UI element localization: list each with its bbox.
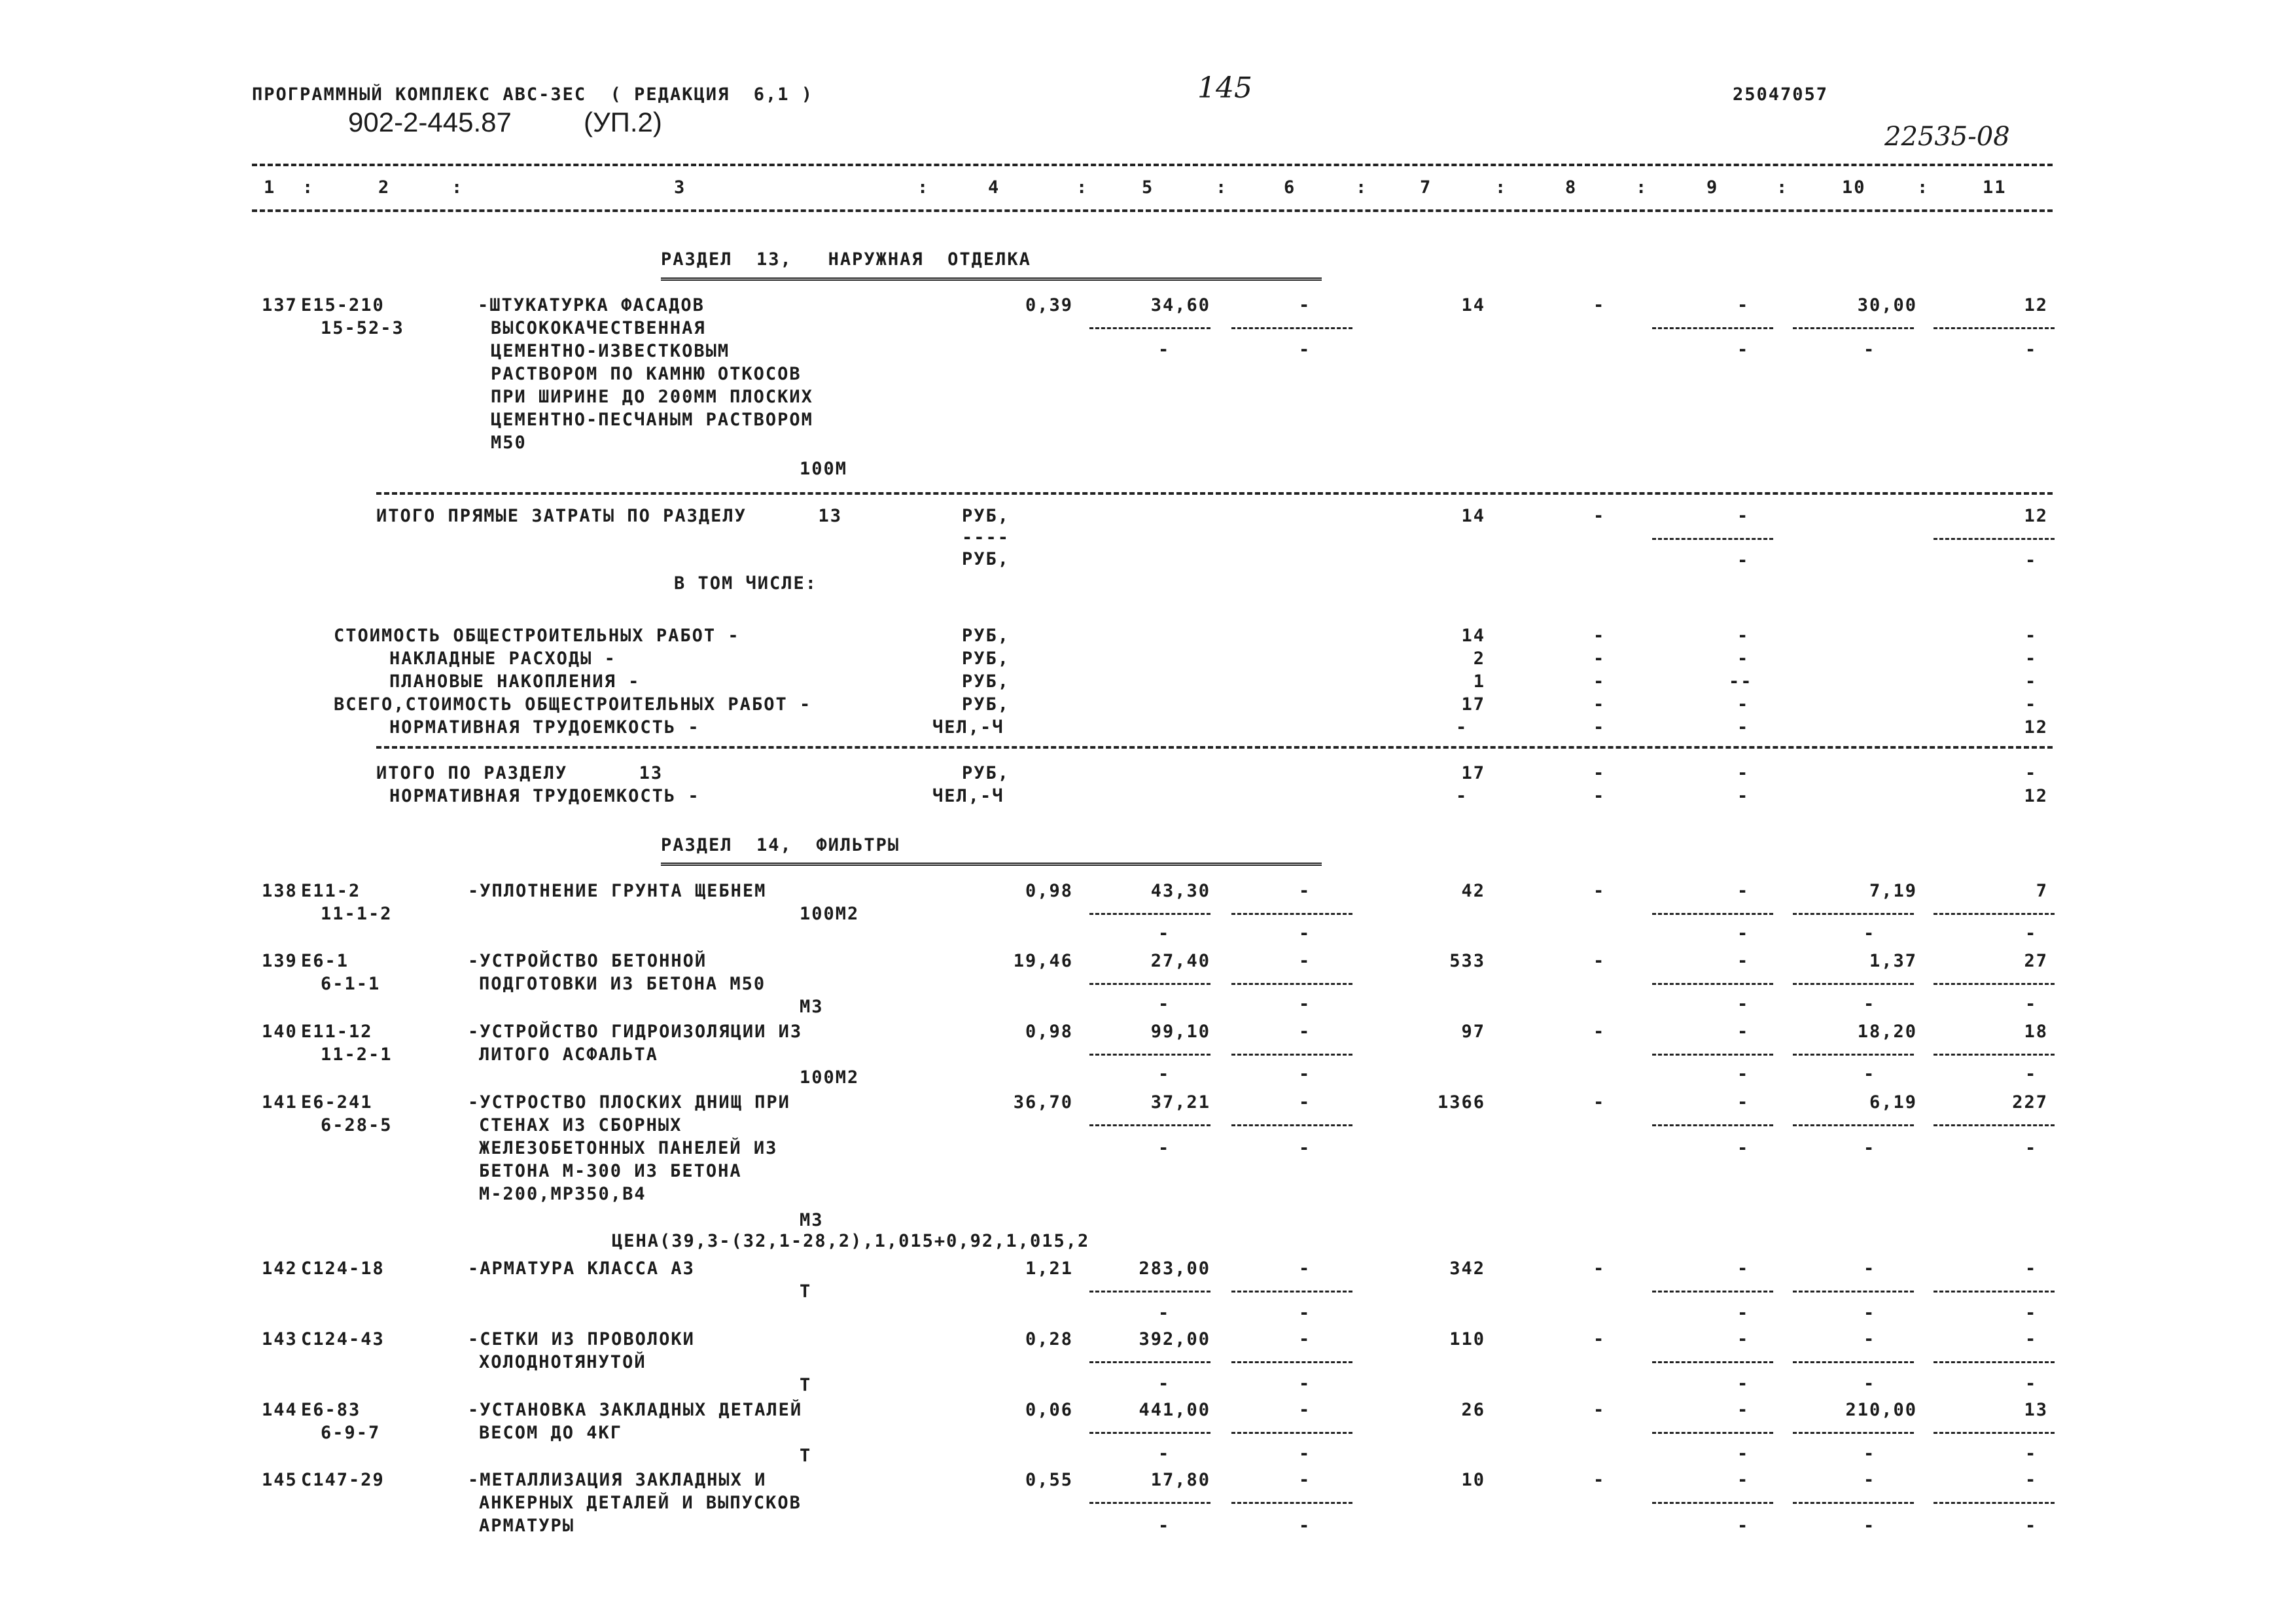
col-10: 10	[1842, 177, 1866, 198]
item-number: 143	[262, 1329, 298, 1349]
album-number: (УП.2)	[584, 107, 662, 137]
unit-price: 441,00	[1139, 1400, 1210, 1420]
document-code: 902-2-445.87	[348, 107, 512, 137]
work-name-line: ЦЕМЕНТНО-ПЕСЧАНЫМ РАСТВОРОМ	[491, 410, 813, 430]
work-name-line: ПОДГОТОВКИ ИЗ БЕТОНА М50	[479, 974, 766, 994]
divider	[376, 746, 2053, 749]
total-direct-labor: 12	[2024, 506, 2048, 526]
unit-price: 43,30	[1150, 881, 1210, 901]
total-cost: 42	[1461, 881, 1485, 901]
col-1: 1	[264, 177, 276, 198]
unit-rub: РУБ,	[962, 549, 1010, 569]
unit: 100М2	[800, 904, 860, 924]
quantity: 0,55	[1025, 1470, 1073, 1490]
col-2: 2	[378, 177, 391, 198]
norm-code: С147-29	[301, 1470, 385, 1490]
work-name-line: ВЫСОКОКАЧЕСТВЕННАЯ	[491, 318, 706, 338]
work-name-line: АНКЕРНЫХ ДЕТАЛЕЙ И ВЫПУСКОВ	[479, 1493, 802, 1513]
section-total-label: ИТОГО ПО РАЗДЕЛУ 13	[376, 763, 663, 783]
unit-price: 17,80	[1150, 1470, 1210, 1490]
quantity: 0,98	[1025, 1022, 1073, 1042]
work-name-line: -МЕТАЛЛИЗАЦИЯ ЗАКЛАДНЫХ И	[468, 1470, 767, 1490]
item-number: 142	[262, 1258, 298, 1279]
unit: 100М2	[800, 1067, 860, 1088]
total-cost: 26	[1461, 1400, 1485, 1420]
norm-code: Е15-210	[301, 295, 385, 315]
unit: 100М	[800, 459, 848, 479]
item-number: 144	[262, 1400, 298, 1420]
unit-price: 99,10	[1150, 1022, 1210, 1042]
work-name-line: РАСТВОРОМ ПО КАМНЮ ОТКОСОВ	[491, 364, 802, 384]
work-name-line: -УСТРОЙСТВО БЕТОННОЙ	[468, 951, 707, 971]
norm-ref: 11-1-2	[321, 904, 393, 924]
including-label: В ТОМ ЧИСЛЕ:	[674, 573, 818, 594]
inventory-number: 22535-08	[1884, 122, 2010, 152]
norm-ref: 11-2-1	[321, 1044, 393, 1065]
total-direct-value: 14	[1461, 506, 1485, 526]
col-9: 9	[1706, 177, 1719, 198]
total-cost: 342	[1449, 1258, 1485, 1279]
quantity: 1,21	[1025, 1258, 1073, 1279]
work-name-line: -УСТАНОВКА ЗАКЛАДНЫХ ДЕТАЛЕЙ	[468, 1400, 803, 1420]
work-name-line: -СЕТКИ ИЗ ПРОВОЛОКИ	[468, 1329, 695, 1349]
norm-ref: 6-1-1	[321, 974, 381, 994]
col-8: 8	[1565, 177, 1578, 198]
quantity: 0,28	[1025, 1329, 1073, 1349]
col8-value: -	[1593, 295, 1606, 315]
unit-price: 392,00	[1139, 1329, 1210, 1349]
general-cost-label: СТОИМОСТЬ ОБЩЕСТРОИТЕЛЬНЫХ РАБОТ -	[334, 626, 740, 646]
page-number: 145	[1197, 71, 1252, 105]
dash: ----	[962, 527, 1010, 548]
col-7: 7	[1420, 177, 1432, 198]
unit-price: 37,21	[1150, 1092, 1210, 1113]
total-cost: 97	[1461, 1022, 1485, 1042]
item-number: 145	[262, 1470, 298, 1490]
dash: -	[1593, 506, 1606, 526]
total-cost: 10	[1461, 1470, 1485, 1490]
work-name-line: -АРМАТУРА КЛАССА АЗ	[468, 1258, 695, 1279]
section-13-underline	[661, 277, 1322, 281]
section-14-title: РАЗДЕЛ 14, ФИЛЬТРЫ	[661, 835, 900, 855]
total-general-label: ВСЕГО,СТОИМОСТЬ ОБЩЕСТРОИТЕЛЬНЫХ РАБОТ -	[334, 694, 812, 715]
section-13-title: РАЗДЕЛ 13, НАРУЖНАЯ ОТДЕЛКА	[661, 249, 1031, 270]
work-name-line: М50	[491, 433, 527, 453]
overhead-label: НАКЛАДНЫЕ РАСХОДЫ -	[389, 649, 616, 669]
col10-value: 30,00	[1857, 295, 1917, 315]
planned-label: ПЛАНОВЫЕ НАКОПЛЕНИЯ -	[389, 671, 641, 692]
labor-label: НОРМАТИВНАЯ ТРУДОЕМКОСТЬ -	[389, 717, 700, 738]
norm-code: Е11-12	[301, 1022, 373, 1042]
unit: М3	[800, 1210, 824, 1230]
work-name-line: ЦЕМЕНТНО-ИЗВЕСТКОВЫМ	[491, 341, 730, 361]
work-name-line: ЛИТОГО АСФАЛЬТА	[479, 1044, 658, 1065]
col6-value: -	[1299, 295, 1311, 315]
col11-value: 12	[2024, 295, 2048, 315]
unit-rub: РУБ,	[962, 506, 1010, 526]
registration-number: 25047057	[1733, 84, 1829, 105]
col-4: 4	[988, 177, 1000, 198]
unit: Т	[800, 1375, 812, 1395]
item-number: 137	[262, 295, 298, 315]
work-name-line: ПРИ ШИРИНЕ ДО 200ММ ПЛОСКИХ	[491, 387, 813, 407]
work-name-line: -УСТРОСТВО ПЛОСКИХ ДНИЩ ПРИ	[468, 1092, 790, 1113]
quantity: 19,46	[1013, 951, 1073, 971]
labor-label: НОРМАТИВНАЯ ТРУДОЕМКОСТЬ -	[389, 786, 700, 806]
unit-price: 283,00	[1139, 1258, 1210, 1279]
norm-ref: 6-9-7	[321, 1423, 381, 1443]
item-number: 139	[262, 951, 298, 971]
quantity: 36,70	[1013, 1092, 1073, 1113]
norm-ref: 15-52-3	[321, 318, 404, 338]
item-number: 138	[262, 881, 298, 901]
work-name-line: ЖЕЛЕЗОБЕТОННЫХ ПАНЕЛЕЙ ИЗ	[479, 1138, 778, 1158]
total-cost: 110	[1449, 1329, 1485, 1349]
program-title: ПРОГРАММНЫЙ КОМПЛЕКС АВС-ЗЕС ( РЕДАКЦИЯ 6,1 )	[252, 84, 814, 105]
dash: -	[1737, 506, 1750, 526]
norm-code: С124-18	[301, 1258, 385, 1279]
norm-code: Е11-2	[301, 881, 361, 901]
col-3: 3	[674, 177, 686, 198]
total-cost: 533	[1449, 951, 1485, 971]
total-direct-label: ИТОГО ПРЯМЫЕ ЗАТРАТЫ ПО РАЗДЕЛУ 13	[376, 506, 842, 526]
item-number: 141	[262, 1092, 298, 1113]
unit: Т	[800, 1446, 812, 1466]
work-name-line: ВЕСОМ ДО 4КГ	[479, 1423, 623, 1443]
norm-code: Е6-241	[301, 1092, 373, 1113]
unit: М3	[800, 997, 824, 1017]
quantity: 0,39	[1025, 295, 1073, 315]
unit-price: 27,40	[1150, 951, 1210, 971]
col-6: 6	[1284, 177, 1296, 198]
col-5: 5	[1142, 177, 1154, 198]
work-name-line: АРМАТУРЫ	[479, 1516, 575, 1536]
divider	[376, 492, 2053, 495]
quantity: 0,98	[1025, 881, 1073, 901]
work-name-line: -УПЛОТНЕНИЕ ГРУНТА ЩЕБНЕМ	[468, 881, 767, 901]
quantity: 0,06	[1025, 1400, 1073, 1420]
header-rule-bottom	[252, 209, 2053, 212]
norm-code: С124-43	[301, 1329, 385, 1349]
work-name-line: БЕТОНА М-300 ИЗ БЕТОНА	[479, 1161, 742, 1181]
work-name-line: М-200,МРЗ50,В4	[479, 1184, 646, 1204]
work-name-line: ХОЛОДНОТЯНУТОЙ	[479, 1352, 646, 1372]
section-14-underline	[661, 863, 1322, 866]
unit-price: 34,60	[1150, 295, 1210, 315]
unit: Т	[800, 1281, 812, 1302]
work-name-line: -ШТУКАТУРКА ФАСАДОВ	[478, 295, 705, 315]
col9-value: -	[1737, 295, 1750, 315]
price-formula: ЦЕНА(39,3-(32,1-28,2),1,015+0,92,1,015,2	[612, 1231, 1090, 1251]
total-cost: 1366	[1437, 1092, 1485, 1113]
work-name-line: -УСТРОЙСТВО ГИДРОИЗОЛЯЦИИ ИЗ	[468, 1022, 803, 1042]
item-number: 140	[262, 1022, 298, 1042]
norm-code: Е6-1	[301, 951, 349, 971]
norm-code: Е6-83	[301, 1400, 361, 1420]
work-name-line: СТЕНАХ ИЗ СБОРНЫХ	[479, 1115, 682, 1135]
header-rule-top	[252, 164, 2053, 166]
col-11: 11	[1983, 177, 2007, 198]
total-cost: 14	[1461, 295, 1485, 315]
norm-ref: 6-28-5	[321, 1115, 393, 1135]
